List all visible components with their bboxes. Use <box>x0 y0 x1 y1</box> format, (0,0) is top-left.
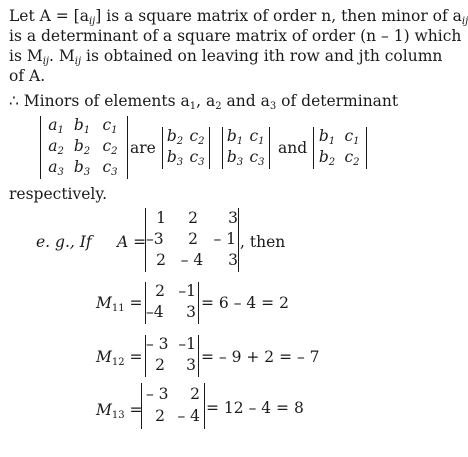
det-cell: $c_3$ <box>249 148 265 168</box>
det-cell: $b_2$ <box>73 137 91 157</box>
det-cell: $b_3$ <box>226 148 244 168</box>
det-cell: 2 <box>155 282 165 300</box>
det-cell: 1 <box>156 209 166 227</box>
det-cell: $b_3$ <box>166 148 184 168</box>
det-cell: – 4 <box>180 251 204 269</box>
minor-a3-determinant <box>313 127 367 169</box>
det-cell: $c_2$ <box>102 137 118 157</box>
det-cell: 3 <box>228 251 238 269</box>
det-cell: –1 <box>178 335 196 353</box>
det-cell: 3 <box>228 209 238 227</box>
subscript: ij <box>461 16 468 27</box>
and-text: and <box>278 139 308 157</box>
det-cell: 2 <box>190 385 200 403</box>
det-cell: –3 <box>146 230 164 248</box>
minor-a2-determinant <box>222 127 270 169</box>
det-cell: – 3 <box>146 335 169 353</box>
det-cell: $c_3$ <box>102 158 118 178</box>
general-determinant <box>40 116 128 179</box>
intro-text: and a <box>221 92 270 110</box>
det-cell: 3 <box>186 303 196 321</box>
definition-text: is M <box>9 47 43 65</box>
definition-line-3 <box>9 46 442 72</box>
m12-result: = – 9 + 2 = – 7 <box>201 348 320 366</box>
det-cell: – 1 <box>213 230 236 248</box>
matrix-A-label: A = <box>117 233 147 251</box>
det-cell: $c_1$ <box>344 127 360 147</box>
det-cell: – 4 <box>177 407 200 425</box>
are-text: are <box>130 139 156 157</box>
m11-label: $M_{11}$ = <box>96 294 143 314</box>
subscript: 1 <box>189 101 197 112</box>
det-cell: $c_1$ <box>102 116 118 136</box>
definition-text: . M <box>49 47 75 65</box>
definition-line-2 <box>9 26 461 46</box>
example-matrix-A <box>145 208 239 272</box>
det-cell: 3 <box>186 356 196 374</box>
intro-text: ∴ Minors of elements a <box>9 92 190 110</box>
det-cell: $c_1$ <box>249 127 265 147</box>
intro-text: of determinant <box>276 92 399 110</box>
m13-label: $M_{13}$ = <box>96 401 143 421</box>
det-cell: 2 <box>156 251 166 269</box>
subscript: ij <box>88 16 96 27</box>
m13-determinant <box>141 383 205 429</box>
m12-label: $M_{12}$ = <box>96 348 143 368</box>
det-cell: 2 <box>155 407 165 425</box>
det-cell: $a_2$ <box>48 137 64 157</box>
subscript: 3 <box>269 101 277 112</box>
definition-text: ] is a square matrix of order n, then minor of a <box>95 7 462 25</box>
det-cell: $b_2$ <box>166 127 184 147</box>
respectively-text: respectively. <box>9 185 108 203</box>
det-cell: $a_1$ <box>48 116 64 136</box>
det-cell: –4 <box>146 303 164 321</box>
det-cell: $c_2$ <box>189 127 205 147</box>
m13-result: = 12 – 4 = 8 <box>206 399 304 417</box>
det-cell: $b_1$ <box>318 127 336 147</box>
then-text: , then <box>240 233 286 251</box>
m11-determinant <box>145 282 199 324</box>
det-cell: $c_2$ <box>344 148 360 168</box>
det-cell: – 3 <box>146 385 169 403</box>
det-cell: $b_1$ <box>73 116 91 136</box>
det-cell: 2 <box>155 356 165 374</box>
det-cell: $b_1$ <box>226 127 244 147</box>
subscript: ij <box>42 56 50 67</box>
det-cell: 2 <box>188 230 198 248</box>
definition-text: is a determinant of a square matrix of order (n – 1) which <box>9 27 462 45</box>
m11-result: = 6 – 4 = 2 <box>201 294 289 312</box>
det-cell: 2 <box>188 209 198 227</box>
det-cell: –1 <box>178 282 196 300</box>
intro-text: , a <box>196 92 216 110</box>
minors-intro <box>9 91 398 117</box>
det-cell: $a_3$ <box>48 158 64 178</box>
minor-a1-determinant <box>162 127 210 169</box>
det-cell: $b_3$ <box>73 158 91 178</box>
definition-text: is obtained on leaving ith row and jth column <box>81 47 443 65</box>
example-label: e. g., If <box>36 233 92 251</box>
definition-text: Let A = [a <box>9 7 89 25</box>
subscript: 2 <box>215 101 222 112</box>
det-cell: $c_3$ <box>189 148 205 168</box>
m12-determinant <box>145 335 199 377</box>
subscript: ij <box>74 56 82 67</box>
det-cell: $b_2$ <box>318 148 336 168</box>
definition-text: of A. <box>9 67 46 85</box>
definition-line-4 <box>9 66 45 86</box>
